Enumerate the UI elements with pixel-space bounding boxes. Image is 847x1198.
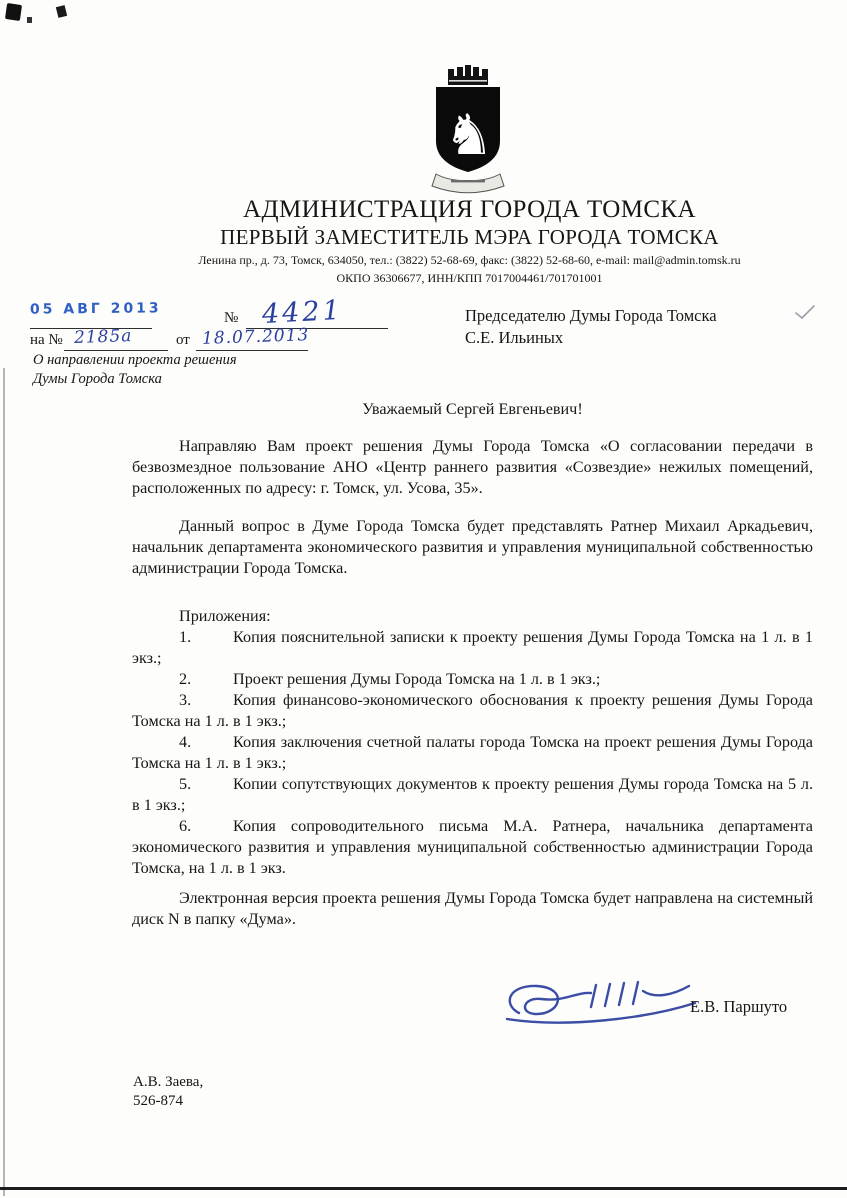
scan-artifact-mark: [56, 5, 67, 18]
attachment-text: Копия финансово-экономического обоснования к проекту решения Думы Города Томска на 1 л. в 1 экз.;: [132, 691, 813, 730]
attachment-number: 1.: [179, 628, 192, 646]
outgoing-number-handwritten: 4421: [261, 294, 344, 331]
addressee-title: Председателю Думы Города Томска: [465, 306, 717, 325]
paragraph: Данный вопрос в Думе Города Томска будет представлять Ратнер Михаил Аркадьевич, начальник департамента экономического развития и управления муниципальной собственностью администрации Города Томска.: [132, 517, 813, 577]
addressee-name: С.Е. Ильиных: [465, 328, 564, 347]
executor-phone: 526-874: [133, 1093, 183, 1109]
date-stamp: 05 АВГ 2013: [29, 300, 162, 318]
org-registration-line: ОКПО 36306677, ИНН/КПП 7017004461/701701001: [336, 271, 603, 285]
attachment-text: Копия пояснительной записки к проекту решения Думы Города Томска на 1 л. в 1 экз.;: [132, 628, 813, 667]
attachment-text: Копия сопроводительного письма М.А. Ратнера, начальника департамента экономического развития и управления муниципальной собственностью администрации Города Томска, на 1 л. в 1 экз.: [132, 817, 813, 877]
attachment-item: [132, 732, 813, 774]
attachment-item: [132, 774, 813, 816]
attachment-number: 2.: [179, 670, 192, 688]
reply-to-label: на №: [30, 332, 63, 348]
scan-edge-line: [0, 1187, 847, 1190]
reply-from-label: от: [176, 332, 190, 348]
salutation: Уважаемый Сергей Евгеньевич!: [362, 400, 583, 418]
tomsk-coat-of-arms-icon: [428, 62, 508, 196]
paragraph: Направляю Вам проект решения Думы Города Томска «О согласовании передачи в безвозмездное пользование АНО «Центр раннего развития «Созвездие» нежилых помещений, расположенных по адресу: г. Томск, ул. Усова, 35».: [132, 437, 813, 497]
org-subtitle: ПЕРВЫЙ ЗАМЕСТИТЕЛЬ МЭРА ГОРОДА ТОМСКА: [220, 225, 719, 249]
attachment-item: [132, 816, 813, 879]
attachment-number: 6.: [179, 817, 192, 835]
handwritten-signature: [495, 973, 700, 1033]
reply-date-handwritten: 18.07.2013: [201, 325, 310, 349]
pencil-checkmark-icon: [794, 303, 816, 321]
executor-block: [133, 1073, 203, 1111]
org-name: АДМИНИСТРАЦИЯ ГОРОДА ТОМСКА: [243, 196, 696, 223]
closing-paragraph: Электронная версия проекта решения Думы Города Томска будет направлена на системный диск N в папку «Дума».: [132, 889, 813, 928]
letter-body: [132, 399, 813, 930]
addressee-block: [465, 305, 717, 349]
outgoing-number-label: №: [224, 310, 239, 326]
attachment-text: Копии сопутствующих документов к проекту решения Думы города Томска на 5 л. в 1 экз.;: [132, 775, 813, 814]
reply-number-handwritten: 2185а: [73, 325, 133, 349]
executor-name: А.В. Заева,: [133, 1074, 204, 1090]
subject-line-1: О направлении проекта решения: [33, 352, 237, 368]
svg-text:♞: ♞: [443, 103, 495, 168]
scan-artifact-mark: [5, 3, 22, 21]
attachment-text: Проект решения Думы Города Томска на 1 л. в 1 экз.;: [233, 670, 601, 688]
scan-edge-line: [3, 368, 5, 1196]
attachment-item: [132, 627, 813, 669]
attachments-label: Приложения:: [179, 607, 271, 625]
subject-block: [33, 351, 237, 389]
attachment-number: 3.: [179, 691, 192, 709]
attachment-item: [132, 669, 813, 690]
attachment-number: 5.: [179, 775, 192, 793]
attachment-text: Копия заключения счетной палаты города Томска на проект решения Думы Города Томска на 1 л. в 1 экз.;: [132, 733, 813, 772]
scan-artifact-mark: [27, 17, 32, 23]
subject-line-2: Думы Города Томска: [33, 371, 162, 387]
signer-name: Е.В. Паршуто: [690, 997, 788, 1016]
attachment-number: 4.: [179, 733, 192, 751]
org-contact-line: Ленина пр., д. 73, Томск, 634050, тел.: (3822) 52-68-69, факс: (3822) 52-68-60, e-mail: mail@admin.tomsk.ru: [198, 253, 741, 267]
attachment-item: [132, 690, 813, 732]
